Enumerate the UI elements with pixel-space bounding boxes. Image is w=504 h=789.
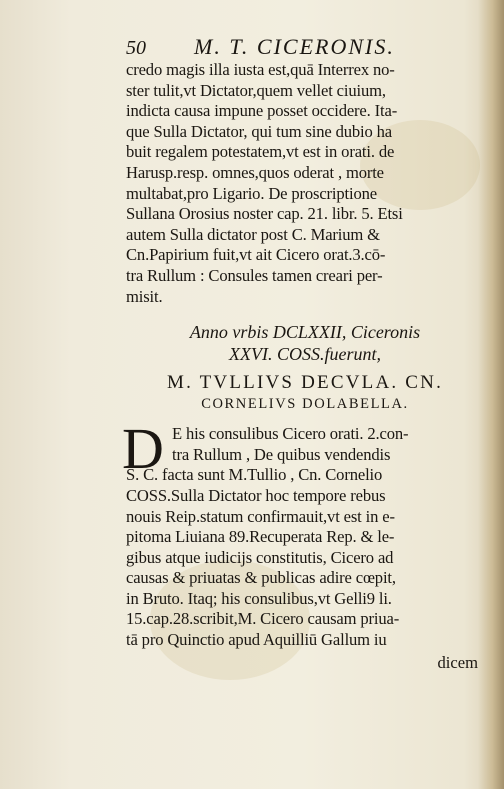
- text-line: misit.: [126, 286, 163, 306]
- year-heading-line: Anno vrbis DCLXXII, Ciceronis: [189, 322, 421, 343]
- drop-cap: D: [122, 416, 164, 482]
- text-line: Cn.Papirium fuit,vt ait Cicero orat.3.cō-: [126, 245, 386, 265]
- page-header: [126, 34, 484, 60]
- catchword-row: [126, 653, 484, 673]
- text-line: multabat,pro Ligario. De proscriptione: [126, 183, 377, 203]
- running-title: M. T. CICERONIS.: [194, 34, 395, 59]
- catchword: dicem: [437, 652, 478, 672]
- text-line: S. C. facta sunt M.Tullio , Cn. Cornelio: [126, 465, 383, 485]
- year-heading: [126, 321, 484, 365]
- text-line: Harusp.resp. omnes,quos oderat , morte: [126, 162, 384, 182]
- page-content: [122, 34, 484, 673]
- page-number: 50: [126, 37, 146, 59]
- consul-line-2: CORNELIVS DOLABELLA.: [201, 396, 409, 413]
- text-line: buit regalem potestatem,vt est in orati. de: [126, 142, 395, 162]
- paragraph-1: [126, 60, 484, 307]
- text-line: indicta causa impune posset occidere. Ita-: [126, 101, 398, 121]
- text-line: que Sulla Dictator, qui tum sine dubio ha: [126, 121, 393, 141]
- text-line: Sullana Orosius noster cap. 21. libr. 5. Etsi: [126, 204, 403, 224]
- text-line: COSS.Sulla Dictator hoc tempore rebus: [126, 485, 386, 505]
- consuls-heading: [126, 371, 484, 414]
- text-line: ster tulit,vt Dictator,quem vellet ciuium,: [126, 80, 386, 100]
- text-line: tā pro Quinctio apud Aquilliū Gallum iu: [126, 630, 387, 650]
- text-line: nouis Reip.statum confirmauit,vt est in e-: [126, 506, 395, 526]
- text-line: causas & priuatas & publicas adire cœpit,: [126, 568, 396, 588]
- paragraph-2: [122, 416, 484, 651]
- text-line: tra Rullum , De quibus vendendis: [172, 444, 391, 464]
- text-line: pitoma Liuiana 89.Recuperata Rep. & le-: [126, 527, 395, 547]
- text-line: gibus atque iudicijs constitutis, Cicero ad: [126, 547, 394, 567]
- text-line: E his consulibus Cicero orati. 2.con-: [172, 424, 409, 444]
- text-line: 15.cap.28.scribit,M. Cicero causam priua-: [126, 609, 400, 629]
- text-line: tra Rullum : Consules tamen creari per-: [126, 265, 383, 285]
- year-heading-line: XXVI. COSS.fuerunt,: [229, 344, 381, 365]
- text-line: autem Sulla dictator post C. Marium &: [126, 224, 380, 244]
- text-line: credo magis illa iusta est,quā Interrex no-: [126, 60, 395, 79]
- text-line: in Bruto. Itaq; his consulibus,vt Gelli9 li.: [126, 588, 392, 608]
- consul-line-1: M. TVLLIVS DECVLA. CN.: [166, 372, 444, 394]
